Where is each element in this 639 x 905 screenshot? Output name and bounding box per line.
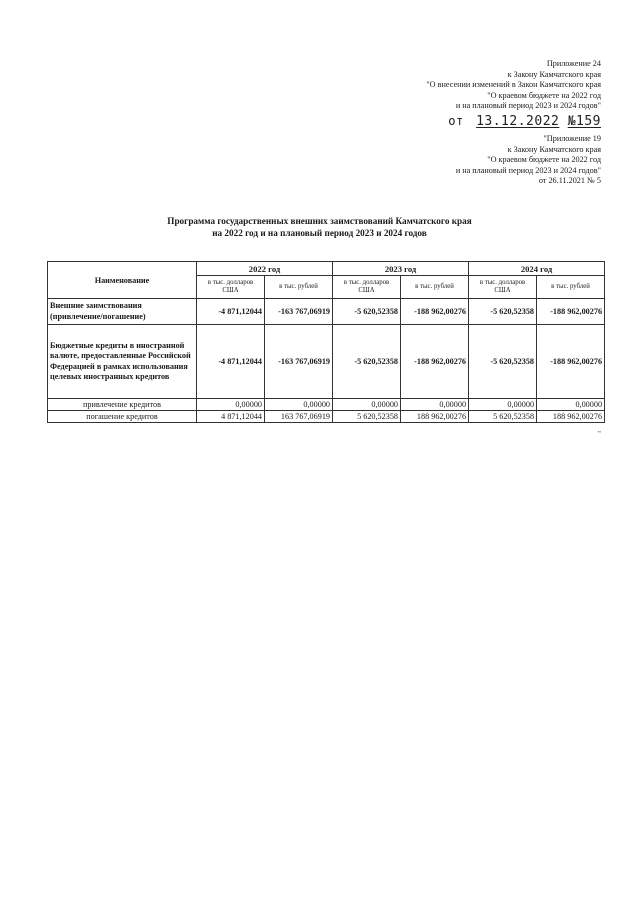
unit-header-rub: в тыс. рублей (401, 276, 469, 299)
table-cell: 0,00000 (265, 399, 333, 411)
appendix-line: и на плановый период 2023 и 2024 годов" (455, 101, 601, 111)
table-cell: -5 620,52358 (469, 325, 537, 399)
table-cell: -4 871,12044 (197, 299, 265, 325)
table-cell: -163 767,06919 (265, 325, 333, 399)
table-row (48, 399, 605, 411)
table-cell: 5 620,52358 (469, 411, 537, 423)
unit-header-usd: в тыс. долларов США (469, 276, 537, 299)
appendix-line: Приложение 24 (546, 59, 601, 68)
row-name: привлечение кредитов (48, 399, 197, 411)
row-name: погашение кредитов (48, 411, 197, 423)
table-cell: 0,00000 (197, 399, 265, 411)
table-cell: -188 962,00276 (401, 325, 469, 399)
table-cell: 0,00000 (333, 399, 401, 411)
table-cell: 163 767,06919 (265, 411, 333, 423)
prior-appendix-header (456, 134, 601, 187)
row-name: Бюджетные кредиты в иностранной валюте, предоставленные Российской Федерацией в рамках использования целевых иностранных кредитов (48, 325, 197, 399)
unit-header-rub: в тыс. рублей (537, 276, 605, 299)
unit-header-rub: в тыс. рублей (265, 276, 333, 299)
appendix-header (426, 59, 601, 129)
table-row (48, 299, 605, 325)
appendix-line: к Закону Камчатского края (507, 69, 601, 79)
prior-appendix-line: "О краевом бюджете на 2022 год (487, 155, 601, 165)
table-cell: -5 620,52358 (333, 325, 401, 399)
appendix-line: "О краевом бюджете на 2022 год (487, 90, 601, 100)
table-cell: -5 620,52358 (333, 299, 401, 325)
handwritten-prefix: от (448, 113, 464, 128)
column-header-year-2024: 2024 год (469, 262, 605, 276)
table-row (48, 325, 605, 399)
table-cell: -163 767,06919 (265, 299, 333, 325)
table-cell: 188 962,00276 (537, 411, 605, 423)
handwritten-number: №159 (567, 113, 601, 129)
table-cell: -4 871,12044 (197, 325, 265, 399)
handwritten-date-number (426, 114, 601, 129)
table-cell: -188 962,00276 (537, 325, 605, 399)
document-title-line-2: на 2022 год и на плановый период 2023 и 2024 годов (212, 228, 427, 238)
unit-header-usd: в тыс. долларов США (197, 276, 265, 299)
table-cell: -5 620,52358 (469, 299, 537, 325)
row-name: Внешние заимствования (привлечение/погашение) (48, 299, 197, 325)
prior-appendix-line: от 26.11.2021 № 5 (538, 176, 601, 186)
table-cell: 0,00000 (537, 399, 605, 411)
unit-header-usd: в тыс. долларов США (333, 276, 401, 299)
table-cell: 188 962,00276 (401, 411, 469, 423)
borrowing-program-table (47, 261, 605, 423)
document-title (0, 215, 639, 239)
table-cell: 0,00000 (401, 399, 469, 411)
table-cell: -188 962,00276 (537, 299, 605, 325)
table-cell: -188 962,00276 (401, 299, 469, 325)
column-header-year-2022: 2022 год (197, 262, 333, 276)
handwritten-date: 13.12.2022 (476, 113, 560, 129)
prior-appendix-line: к Закону Камчатского края (507, 144, 601, 154)
table-cell: 5 620,52358 (333, 411, 401, 423)
column-header-year-2023: 2023 год (333, 262, 469, 276)
document-title-line-1: Программа государственных внешних заимствований Камчатского края (167, 216, 472, 226)
table-row (48, 411, 605, 423)
appendix-line: "О внесении изменений в Закон Камчатского края (426, 80, 601, 90)
closing-quote-mark: " (598, 430, 601, 438)
prior-appendix-line: и на плановый период 2023 и 2024 годов" (455, 165, 601, 175)
table-cell: 4 871,12044 (197, 411, 265, 423)
column-header-name: Наименование (48, 262, 197, 299)
table-cell: 0,00000 (469, 399, 537, 411)
prior-appendix-line: "Приложение 19 (543, 134, 601, 143)
